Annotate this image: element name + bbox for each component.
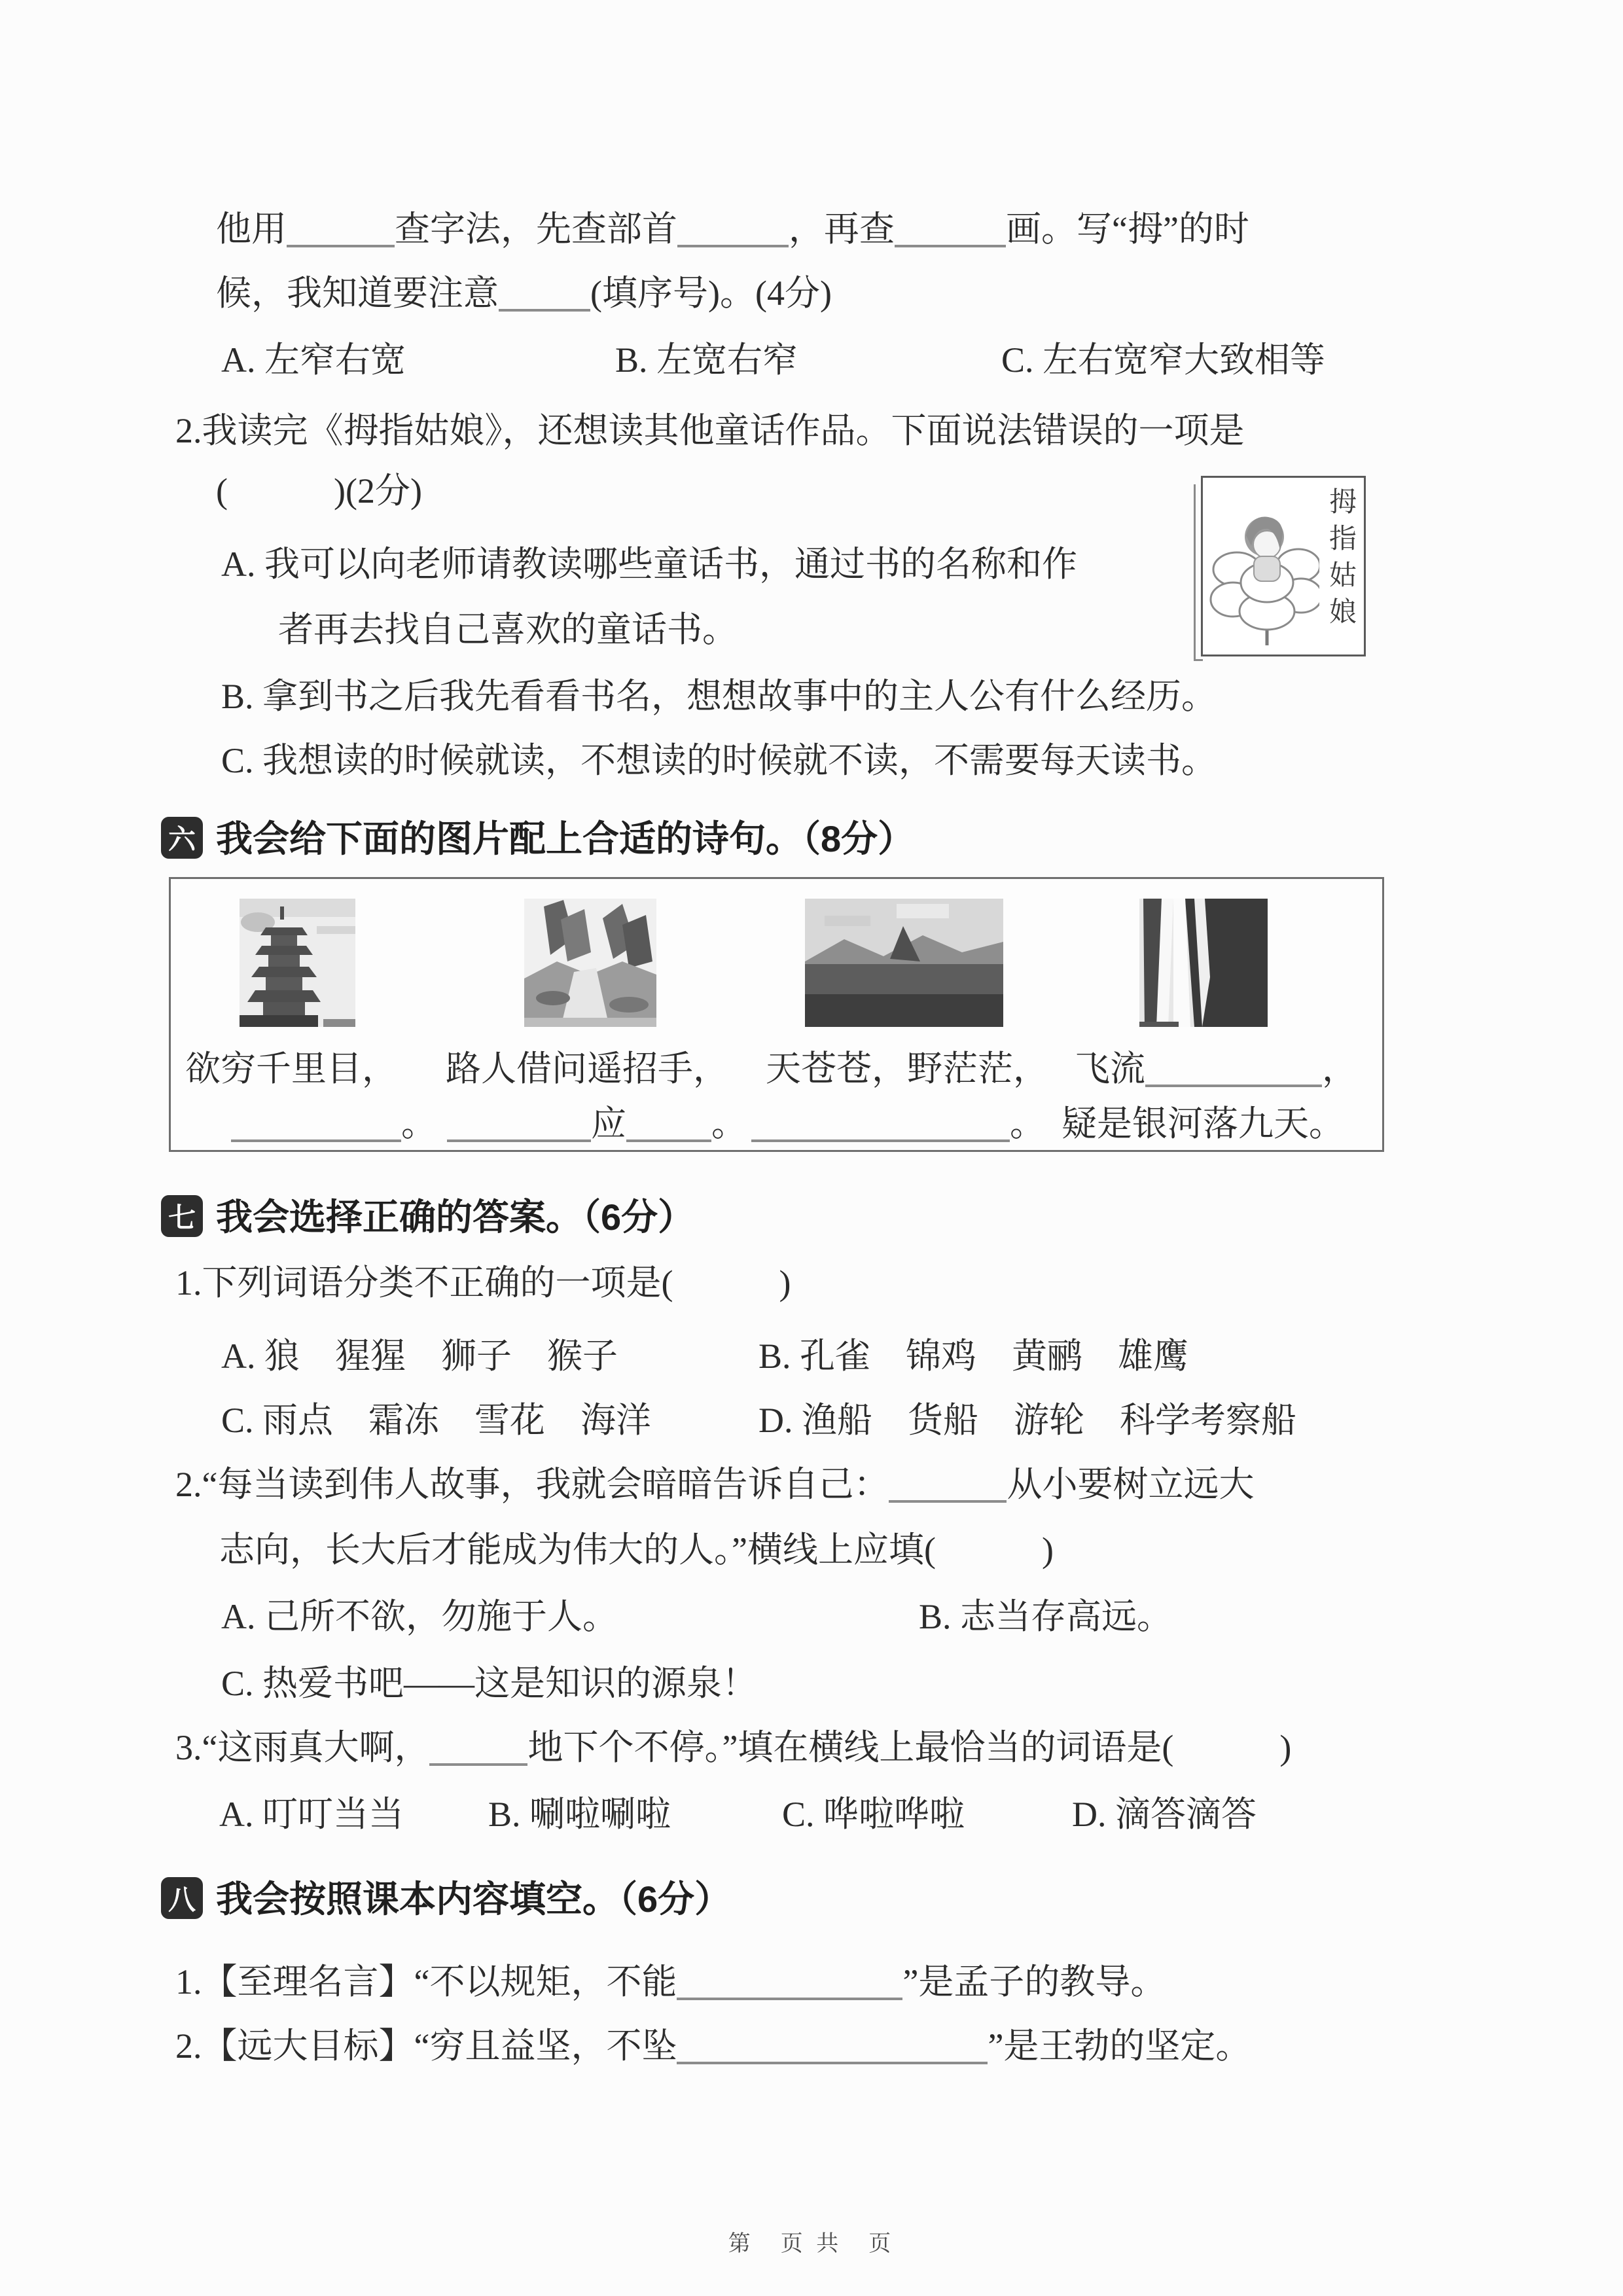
fill-blank [447, 1139, 591, 1142]
section-eight-badge: 八 [161, 1877, 203, 1919]
s7-q1-option-d: D. 渔船 货船 游轮 科学考察船 [758, 1401, 1296, 1440]
section-six-badge: 六 [161, 817, 203, 859]
s7-q1-stem: 1.下列词语分类不正确的一项是( ) [175, 1263, 791, 1302]
s7-q2-option-c: C. 热爱书吧——这是知识的源泉！ [221, 1664, 758, 1703]
poem2-line2-text: 应 [591, 1104, 626, 1143]
poem1-line2-period: 。 [401, 1104, 437, 1143]
pagoda-tower-image [240, 899, 355, 1027]
s8-q1-text-a: 1.【至理名言】“不以规矩，不能 [175, 1962, 677, 2001]
poem3-line1: 天苍苍，野茫茫， [766, 1049, 1048, 1088]
fill-blank [499, 309, 590, 312]
fill-blank [626, 1139, 711, 1142]
waterfall-image [1139, 899, 1268, 1027]
s8-q1-text-b: ”是孟子的教导。 [902, 1962, 1166, 2001]
q2-option-c: C. 我想读的时候就读，不想读的时候就不读，不需要每天读书。 [221, 741, 1217, 780]
poem2-line1: 路人借问遥招手， [446, 1049, 728, 1088]
flower-girl-drawing [1208, 490, 1319, 647]
poem2-line2 [447, 1104, 747, 1143]
q2-answer-paren: ( )(2分) [216, 471, 422, 511]
poem2-line2-period: 。 [711, 1104, 747, 1143]
q2-option-b: B. 拿到书之后我先看看书名，想想故事中的主人公有什么经历。 [221, 677, 1217, 716]
thumbelina-book-illustration [1201, 476, 1366, 656]
fill-blank [287, 245, 395, 247]
s7-q3-option-c: C. 哗啦哗啦 [782, 1795, 965, 1834]
q1-line1-text-a: 他用 [216, 209, 287, 249]
section-seven-badge: 七 [161, 1195, 203, 1237]
fill-blank [677, 1998, 902, 2000]
poem3-line2 [751, 1104, 1045, 1143]
q2-stem: 2.我读完《拇指姑娘》，还想读其他童话作品。下面说法错误的一项是 [175, 411, 1245, 450]
s7-q1-option-b: B. 孔雀 锦鸡 黄鹂 雄鹰 [758, 1336, 1189, 1376]
s7-q2-line2: 志向，长大后才能成为伟大的人。”横线上应填( ) [219, 1530, 1054, 1570]
poem1-line1: 欲穷千里目， [185, 1049, 397, 1088]
s7-q2-option-a: A. 己所不欲，勿施于人。 [221, 1597, 618, 1636]
section-eight-title: 我会按照课本内容填空。（6分） [216, 1878, 732, 1920]
q1-line1 [216, 208, 1249, 250]
poem4-line1-text: 飞流 [1075, 1049, 1145, 1088]
fill-blank [677, 245, 789, 247]
s7-q3-option-a: A. 叮叮当当 [219, 1795, 404, 1834]
q1-option-a: A. 左窄右宽 [221, 340, 406, 380]
s7-q3-line1-text-a: 3.“这雨真大啊， [175, 1728, 430, 1767]
q1-line2 [216, 272, 832, 314]
pagoda-tower-drawing [240, 899, 355, 1027]
book-title-vertical: 拇指姑娘 [1325, 487, 1355, 634]
fill-blank [895, 245, 1006, 247]
q2-option-a-line2: 者再去找自己喜欢的童话书。 [278, 610, 738, 649]
s7-q3-line1-text-b: 地下个不停。”填在横线上最恰当的词语是( ) [527, 1728, 1292, 1767]
poem3-line2-period: 。 [1010, 1104, 1045, 1143]
q1-option-b: B. 左宽右窄 [615, 340, 798, 380]
fill-blank [751, 1139, 1010, 1142]
book-pages-edge [1194, 484, 1203, 661]
s8-q2-text-a: 2.【远大目标】“穷且益坚，不坠 [175, 2026, 677, 2066]
poem4-line1-comma: ， [1322, 1049, 1357, 1088]
section-six-title: 我会给下面的图片配上合适的诗句。（8分） [216, 818, 915, 859]
q1-line1-text-d: 画。写“拇”的时 [1006, 209, 1249, 249]
fill-blank [429, 1763, 527, 1766]
section-seven-title: 我会选择正确的答案。（6分） [216, 1196, 695, 1238]
poem4-line2: 疑是银河落九天。 [1061, 1104, 1344, 1143]
s7-q1-option-a: A. 狼 猩猩 狮子 猴子 [221, 1336, 618, 1376]
s8-q2 [175, 2025, 1251, 2067]
grassland-drawing [805, 899, 1003, 1027]
s7-q3-option-d: D. 滴答滴答 [1072, 1795, 1257, 1834]
fill-blank [1145, 1085, 1322, 1087]
q1-line1-text-b: 查字法，先查部首 [395, 209, 677, 249]
mountain-trees-image [524, 899, 656, 1027]
s7-q1-option-c: C. 雨点 霜冻 雪花 海洋 [221, 1401, 652, 1440]
s8-q2-text-b: ”是王勃的坚定。 [988, 2026, 1251, 2066]
q2-option-a-line1: A. 我可以向老师请教读哪些童话书，通过书的名称和作 [221, 545, 1077, 584]
q1-line2-text-a: 候，我知道要注意 [216, 274, 499, 313]
s7-q2-line1-text-b: 从小要树立远大 [1007, 1465, 1255, 1504]
q1-option-c: C. 左右宽窄大致相等 [1001, 340, 1326, 380]
s7-q2-option-b: B. 志当存高远。 [919, 1597, 1173, 1636]
s8-q1 [175, 1961, 1166, 2003]
q1-line2-text-b: (填序号)。(4分) [590, 274, 832, 313]
fill-blank [889, 1500, 1007, 1503]
s7-q3-line1 [175, 1727, 1291, 1768]
mountain-trees-drawing [524, 899, 656, 1027]
poem-pictures-box [169, 877, 1384, 1152]
fill-blank [677, 2062, 988, 2064]
poem4-line1 [1075, 1049, 1357, 1088]
fill-blank [231, 1139, 401, 1142]
flower-girl-illustration [1208, 490, 1319, 647]
s7-q2-line1-text-a: 2.“每当读到伟人故事，我就会暗暗告诉自己： [175, 1465, 889, 1504]
grassland-image [805, 899, 1003, 1027]
q1-line1-text-c: ，再查 [789, 209, 895, 249]
page-footer: 第 页 共 页 [728, 2232, 895, 2256]
poem1-line2 [231, 1104, 437, 1143]
s7-q2-line1 [175, 1463, 1254, 1505]
s7-q3-option-b: B. 唰啦唰啦 [488, 1795, 671, 1834]
waterfall-drawing [1139, 899, 1268, 1027]
